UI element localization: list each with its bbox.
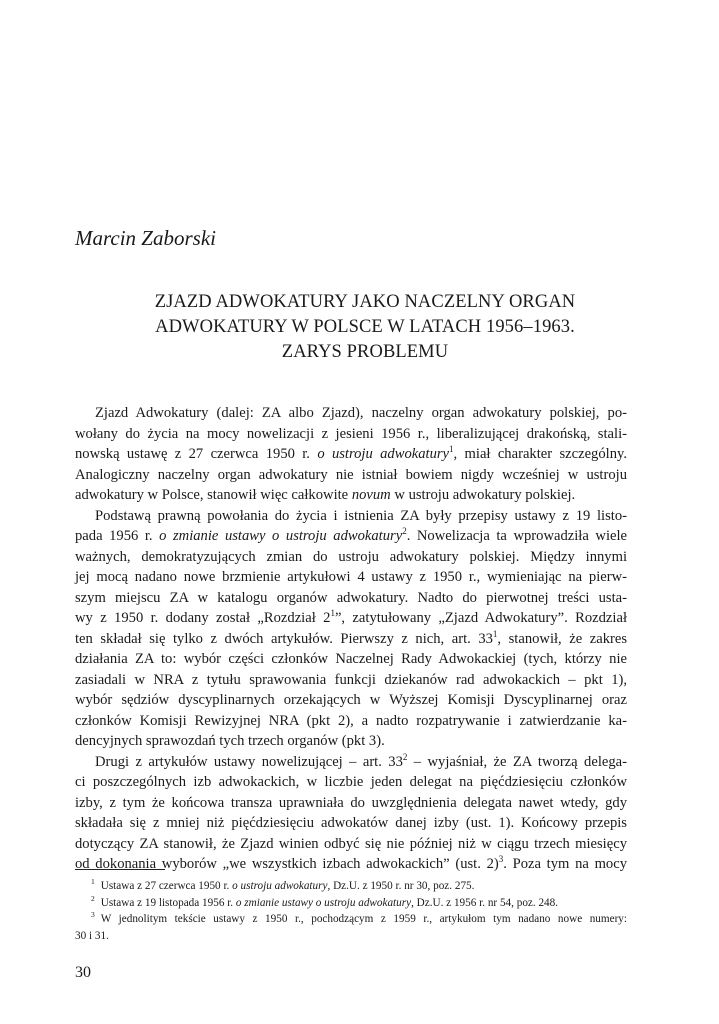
text-run: , stanowił, że zakres [497, 630, 628, 647]
text-line: dencyjnych sprawozdań tych trzech organów (pkt 3). [75, 733, 385, 749]
paragraph [75, 403, 627, 506]
footnote-ref: 1 [492, 628, 498, 639]
text-line [75, 526, 627, 547]
text-line [75, 854, 627, 875]
article-title [75, 290, 655, 365]
text-run: ten składał się tylko z dwóch artykułów. Pierwszy z nich, art. 33 [75, 630, 493, 647]
text-line: dotyczący ZA stanowił, że Zjazd winien odbyć się nie później niż w ciągu trzech miesięcy [75, 835, 627, 852]
text-line: ci poszczególnych izb adwokackich, w liczbie jeden delegat na pięćdziesięciu członków [75, 774, 627, 790]
text-line: wybór sędziów dyscyplinarnych orzekających w Wyższej Komisji Dyscyplinarnej oraz [75, 692, 627, 708]
footnote-ref: 1 [449, 444, 454, 455]
footnote-ref: 1 [330, 608, 335, 619]
text-line: działania ZA to: wybór części członków Naczelnej Rady Adwokackiej (tych, którzy nie [75, 651, 627, 667]
text-run: , Dz.U. z 1956 r. nr 54, poz. 248. [411, 896, 559, 909]
italic-run: o zmianie ustawy o ustroju adwokatury [235, 896, 412, 909]
author-name: Marcin Zaborski [75, 226, 216, 250]
footnote-number: 3 [91, 910, 95, 920]
text-line: składała się z mniej niż pięćdziesięciu adwokatów danej izby (ust. 1). Końcowy przepis [75, 815, 627, 831]
footnote-ref: 3 [498, 854, 504, 865]
text-run: – wyjaśniał, że ZA tworzą delega- [407, 753, 627, 770]
text-line [75, 629, 627, 650]
text-run: W jednolitym tekście ustawy z 1950 r., pochodzącym z 1959 r., artykułom tym nadano nowe numery: [100, 913, 627, 926]
text-run: wy z 1950 r. dodany został „Rozdział 2 [75, 610, 331, 626]
text-run: Drugi z artykułów ustawy nowelizującej – art. 33 [95, 753, 403, 770]
text-line: członków Komisji Rewizyjnej NRA (pkt 2), a nadto rozpatrywanie i zatwierdzanie ka- [75, 712, 627, 729]
text-run: , miał charakter szczególny. [453, 446, 627, 462]
text-line [75, 485, 627, 506]
text-run: adwokatury w Polsce, stanowił więc całkowite [75, 487, 352, 503]
italic-run: o ustroju adwokatury [317, 446, 450, 462]
text-run: . Poza tym na mocy [503, 856, 627, 872]
footnotes [75, 878, 627, 944]
title-line: ADWOKATURY W POLSCE W LATACH 1956–1963. [155, 317, 575, 337]
text-line [75, 911, 627, 928]
text-line: jej mocą nadano nowe brzmienie artykułowi 4 ustawy z 1950 r., wymieniając na pierw- [75, 569, 627, 585]
paragraph [75, 506, 627, 752]
text-line: wołany do życia na mocy nowelizacji z jesieni 1956 r., liberalizującej drakońską, stali- [75, 425, 627, 442]
footnote-ref: 2 [402, 751, 408, 762]
text-line: Podstawą prawną powołania do życia i istnienia ZA były przepisy ustawy z 19 listo- [95, 507, 627, 524]
article-body [75, 403, 627, 875]
text-line: zasiadali w NRA z tytułu sprawowania funkcji dziekanów rad adwokackich – pkt 1), [75, 671, 627, 688]
text-line: Analogiczny naczelny organ adwokatury nie istniał bowiem nigdy wcześniej w ustroju [75, 466, 627, 483]
text-line: Zjazd Adwokatury (dalej: ZA albo Zjazd), naczelny organ adwokatury polskiej, po- [95, 405, 627, 421]
italic-run: o zmianie ustawy o ustroju adwokatury [159, 528, 403, 544]
text-line [75, 895, 627, 912]
footnote [75, 911, 627, 944]
text-run: w ustroju adwokatury polskiej. [390, 487, 576, 503]
text-run: , Dz.U. z 1950 r. nr 30, poz. 275. [327, 880, 475, 892]
page-number: 30 [75, 964, 91, 981]
text-run: . Nowelizacja ta wprowadziła wiele [406, 528, 628, 544]
footnote-number: 2 [91, 893, 95, 903]
text-line: izby, z tym że końcowa transza uprawniała do uwzględnienia delegata nawet wtedy, gdy [75, 794, 627, 811]
text-line: ważnych, demokratyzujących zmian do ustroju adwokatury polskiej. Między innymi [75, 548, 627, 565]
text-run: od dokonania wyborów „we wszystkich izbach adwokackich” (ust. 2) [75, 856, 499, 872]
text-run: Ustawa z 27 czerwca 1950 r. [100, 880, 233, 892]
text-line: szym miejscu ZA w katalogu organów adwokatury. Nadto do pierwotnej treści usta- [75, 589, 627, 606]
text-run: pada 1956 r. [75, 528, 160, 544]
text-line [75, 444, 627, 465]
text-run: nowską ustawę z 27 czerwca 1950 r. [75, 446, 318, 462]
text-line [75, 878, 627, 895]
footnote-separator [75, 869, 165, 870]
footnote [75, 895, 627, 912]
italic-run: o ustroju adwokatury [232, 880, 328, 892]
text-run: ”, zatytułowany „Zjazd Adwokatury”. Rozdział [334, 610, 627, 626]
text-run: Ustawa z 19 listopada 1956 r. [100, 896, 236, 909]
footnote-number: 1 [91, 877, 95, 887]
text-line: 30 i 31. [75, 929, 109, 942]
title-line: ZARYS PROBLEMU [281, 342, 449, 362]
footnote-ref: 2 [402, 526, 407, 537]
text-line [75, 752, 627, 773]
paragraph [75, 752, 627, 875]
footnote [75, 878, 627, 895]
text-line [75, 608, 627, 629]
title-line: ZJAZD ADWOKATURY JAKO NACZELNY ORGAN [154, 292, 576, 312]
italic-run: novum [351, 487, 391, 503]
